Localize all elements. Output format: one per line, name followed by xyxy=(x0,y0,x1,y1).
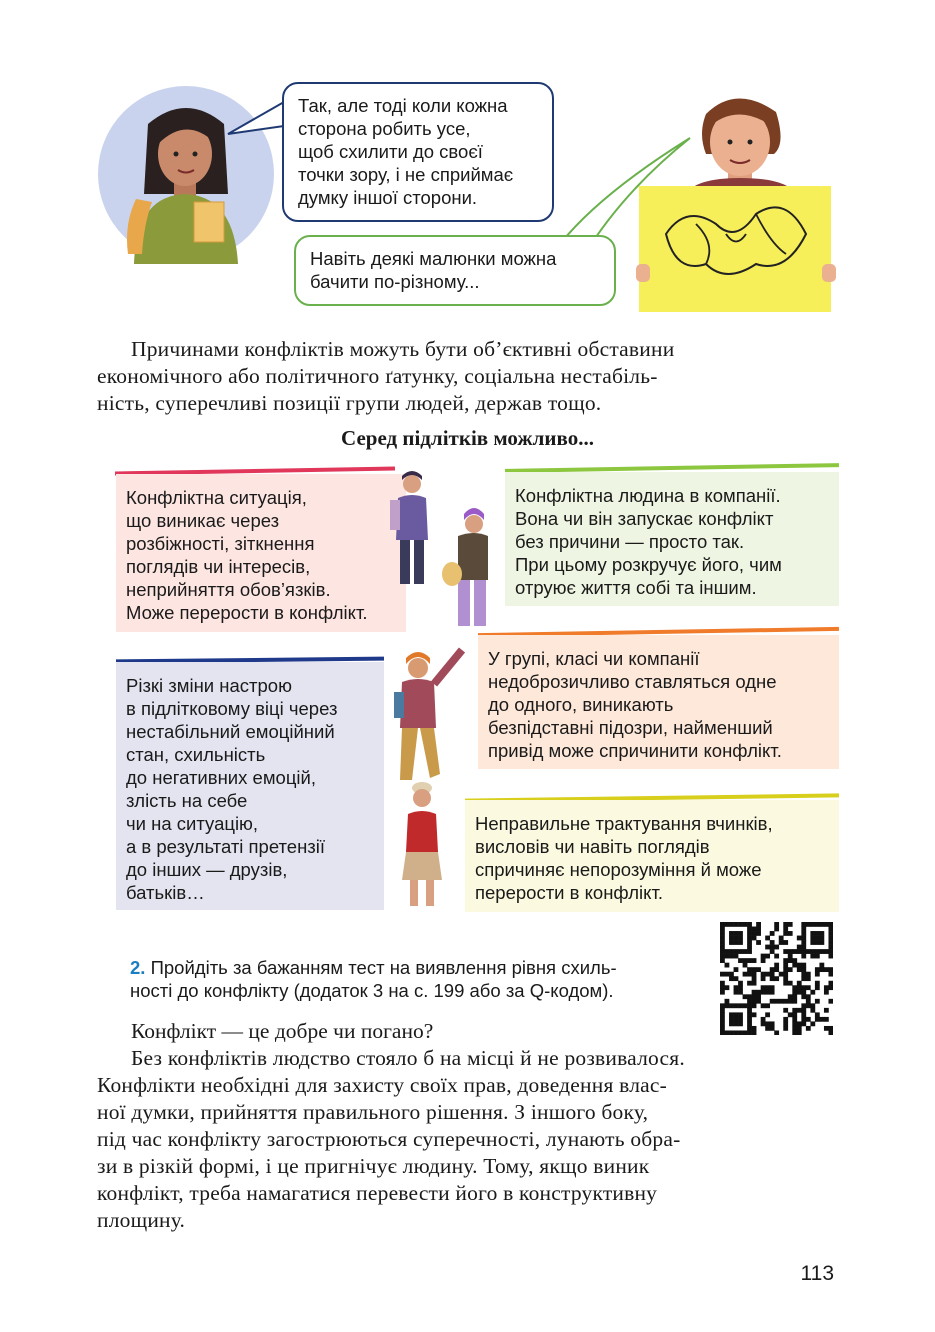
bubble-line: бачити по-різному... xyxy=(310,271,480,292)
text-line: під час конфлікту загострюються суперечності, лунають обра- xyxy=(97,1127,681,1151)
text-line: конфлікт, треба намагатися перевести його в конструктивну xyxy=(97,1181,658,1205)
box-line: що виникає через xyxy=(126,510,280,531)
box-line: до інших — друзів, xyxy=(126,859,288,880)
box-line: стан, схильність xyxy=(126,744,266,765)
box-line: Різкі зміни настрою xyxy=(126,675,292,696)
box-line: Конфліктна людина в компанії. xyxy=(515,485,781,506)
task-number: 2. xyxy=(130,957,146,978)
box-line: отруює життя собі та іншим. xyxy=(515,577,757,598)
boy-speech-bubble xyxy=(294,235,616,306)
box-line: У групі, класі чи компанії xyxy=(488,648,700,669)
info-box-misinterpretation xyxy=(465,800,839,912)
text-line: Без конфліктів людство стояло б на місці й не розвивалося. xyxy=(131,1046,685,1070)
box-line: злість на себе xyxy=(126,790,248,811)
box-line: без причини — просто так. xyxy=(515,531,745,552)
bubble-line: щоб схилити до своєї xyxy=(298,141,483,162)
bubble-line: Навіть деякі малюнки можна xyxy=(310,248,557,269)
box-line: до одного, виникають xyxy=(488,694,674,715)
text-line: Причинами конфліктів можуть бути об’єктивні обставини xyxy=(131,337,675,361)
box-line: неприйняття обов’язків. xyxy=(126,579,331,600)
text-line: ність, суперечливі позиції групи людей, держав тощо. xyxy=(97,391,602,415)
box-line: розбіжності, зіткнення xyxy=(126,533,315,554)
box-line: в підлітковому віці через xyxy=(126,698,338,719)
task-text: Пройдіть за бажанням тест на виявлення рівня схиль- xyxy=(150,957,617,978)
box-line: перерости в конфлікт. xyxy=(475,882,664,903)
text-line: площину. xyxy=(97,1208,186,1232)
task-line-1 xyxy=(130,956,710,979)
bubble-line: думку іншої сторони. xyxy=(298,187,478,208)
bubble-line: сторона робить усе, xyxy=(298,118,471,139)
box-line: Конфліктна ситуація, xyxy=(126,487,307,508)
box-line: батьків… xyxy=(126,882,205,903)
text-line: ної думки, прийняття правильного рішення. З іншого боку, xyxy=(97,1100,649,1124)
info-box-conflict-person xyxy=(505,472,839,606)
box-line: привід може спричинити конфлікт. xyxy=(488,740,782,761)
box-line: поглядів чи інтересів, xyxy=(126,556,311,577)
bubble-line: точки зору, і не сприймає xyxy=(298,164,514,185)
box-line: При цьому розкручує його, чим xyxy=(515,554,782,575)
section-heading: Серед підлітків можливо... xyxy=(341,426,594,450)
box-line: а в результаті претензії xyxy=(126,836,326,857)
question-heading: Конфлікт — це добре чи погано? xyxy=(131,1019,434,1043)
teenagers-illustration xyxy=(384,470,494,910)
text-line: зи в різкій формі, і це пригнічує людину. Тому, якщо виник xyxy=(97,1154,650,1178)
info-box-conflict-situation xyxy=(116,474,406,632)
info-box-mood-swings xyxy=(116,662,384,910)
box-line: чи на ситуацію, xyxy=(126,813,259,834)
info-box-group-hostility xyxy=(478,635,839,769)
box-line: безпідставні підозри, найменший xyxy=(488,717,773,738)
intro-paragraph xyxy=(97,336,835,417)
girl-speech-bubble xyxy=(282,82,554,222)
bubble-line: Так, але тоді коли кожна xyxy=(298,95,508,116)
task-line-2: ності до конфлікту (додаток 3 на с. 199 або за Q-кодом). xyxy=(130,980,614,1001)
text-line: Конфлікти необхідні для захисту своїх прав, доведення влас- xyxy=(97,1073,667,1097)
box-line: Вона чи він запускає конфлікт xyxy=(515,508,774,529)
box-line: Неправильне трактування вчинків, xyxy=(475,813,773,834)
box-line: недоброзичливо ставляться одне xyxy=(488,671,777,692)
final-paragraph xyxy=(97,1045,835,1234)
qr-code[interactable] xyxy=(720,922,833,1035)
box-line: висловів чи навіть поглядів xyxy=(475,836,710,857)
box-line: нестабільний емоційний xyxy=(126,721,335,742)
box-line: Може перерости в конфлікт. xyxy=(126,602,368,623)
box-line: до негативних емоцій, xyxy=(126,767,317,788)
box-line: спричиняє непорозуміння й може xyxy=(475,859,762,880)
text-line: економічного або політичного ґатунку, соціальна нестабіль- xyxy=(97,364,658,388)
page-number: 113 xyxy=(800,1262,834,1285)
task-2 xyxy=(130,956,710,1002)
